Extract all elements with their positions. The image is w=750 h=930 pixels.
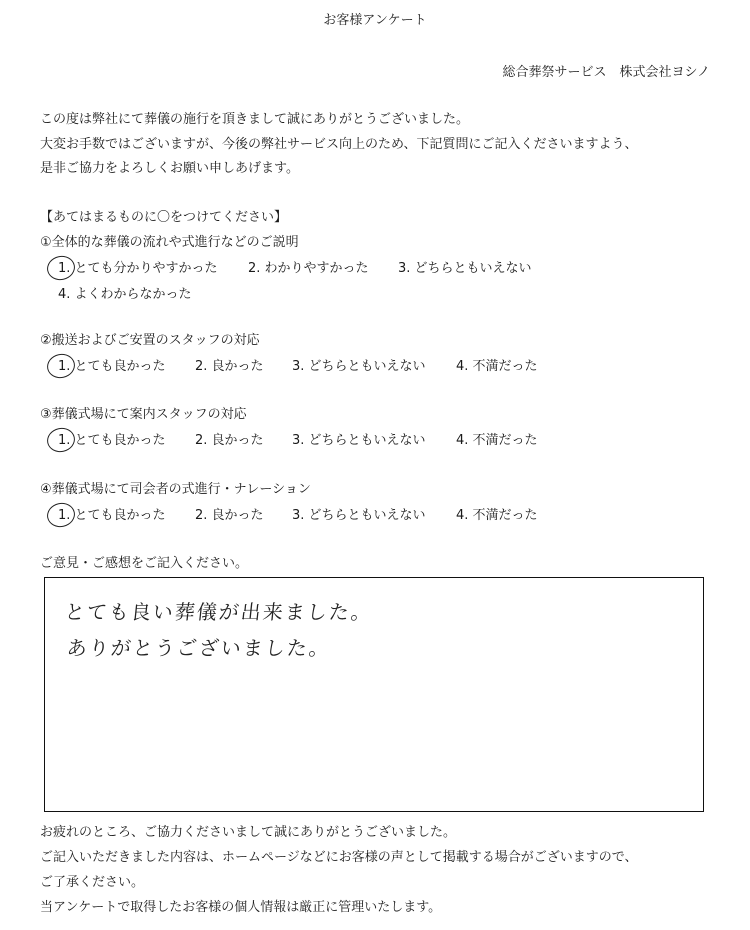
footer-line-2: ご記入いただきました内容は、ホームページなどにお客様の声として掲載する場合がございますので、 <box>40 850 638 865</box>
q3-option-1[interactable]: 1. とても良かった <box>58 433 166 448</box>
q1-option-3[interactable]: 3. どちらともいえない <box>398 261 532 276</box>
handwritten-line-1: とても良い葬儀が出来ました。 <box>63 600 375 624</box>
intro-line-1: この度は弊社にて葬儀の施行を頂きまして誠にありがとうございました。 <box>40 112 470 127</box>
footer-line-4: 当アンケートで取得したお客様の個人情報は厳正に管理いたします。 <box>40 900 442 915</box>
q3-option-3[interactable]: 3. どちらともいえない <box>292 433 426 448</box>
q2-option-4[interactable]: 4. 不満だった <box>456 359 538 374</box>
q1-option-1[interactable]: 1. とても分かりやすかった <box>58 261 218 276</box>
instruction-text: 【あてはまるものに〇をつけてください】 <box>40 210 288 225</box>
q4-option-4[interactable]: 4. 不満だった <box>456 508 538 523</box>
q4-option-1[interactable]: 1. とても良かった <box>58 508 166 523</box>
q2-option-1[interactable]: 1. とても良かった <box>58 359 166 374</box>
company-name: 総合葬祭サービス 株式会社ヨシノ <box>502 65 710 80</box>
q1-option-2[interactable]: 2. わかりやすかった <box>248 261 369 276</box>
question-1-label: ①全体的な葬儀の流れや式進行などのご説明 <box>40 235 299 250</box>
q4-option-2[interactable]: 2. 良かった <box>195 508 264 523</box>
question-4-label: ④葬儀式場にて司会者の式進行・ナレーション <box>40 482 311 497</box>
footer-line-3: ご了承ください。 <box>40 875 145 890</box>
intro-line-2: 大変お手数ではございますが、今後の弊社サービス向上のため、下記質問にご記入くださいますよう、 <box>40 137 638 152</box>
question-2-label: ②搬送およびご安置のスタッフの対応 <box>40 333 260 348</box>
q1-option-4[interactable]: 4. よくわからなかった <box>58 287 192 302</box>
question-3-label: ③葬儀式場にて案内スタッフの対応 <box>40 407 247 422</box>
comments-label: ご意見・ご感想をご記入ください。 <box>40 556 249 571</box>
q3-option-4[interactable]: 4. 不満だった <box>456 433 538 448</box>
footer-line-1: お疲れのところ、ご協力くださいまして誠にありがとうございました。 <box>40 825 457 840</box>
q2-option-3[interactable]: 3. どちらともいえない <box>292 359 426 374</box>
handwritten-line-2: ありがとうございました。 <box>65 636 333 660</box>
q4-option-3[interactable]: 3. どちらともいえない <box>292 508 426 523</box>
q2-option-2[interactable]: 2. 良かった <box>195 359 264 374</box>
intro-line-3: 是非ご協力をよろしくお願い申しあげます。 <box>40 161 299 176</box>
page-title: お客様アンケート <box>323 13 427 28</box>
q3-option-2[interactable]: 2. 良かった <box>195 433 264 448</box>
comments-box[interactable] <box>44 577 704 812</box>
